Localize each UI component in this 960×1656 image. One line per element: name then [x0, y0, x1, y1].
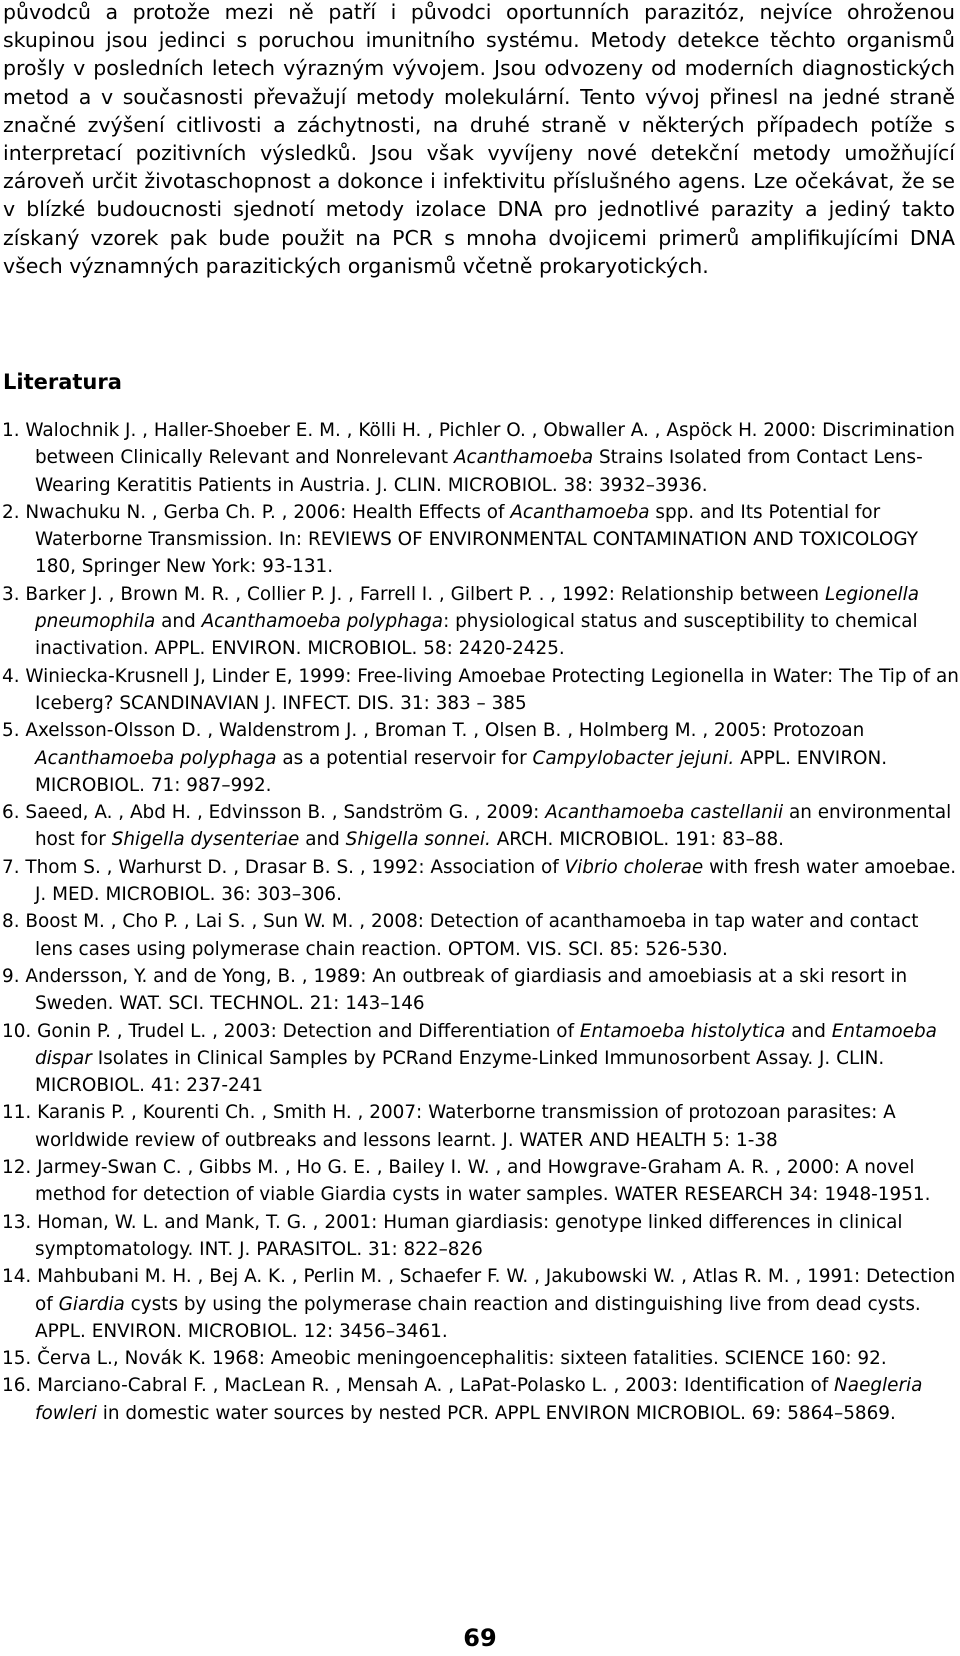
reference-item: 5. Axelsson-Olsson D. , Waldenstrom J. , Broman T. , Olsen B. , Holmberg M. , 2005: Protozoan Acanthamoeba polyphaga as a potential reservoir for Campylobacter jejuni. APPL. ENVIRON. MICROBIOL. 71: 987–992. — [2, 720, 888, 796]
reference-item: 9. Andersson, Y. and de Yong, B. , 1989: An outbreak of giardiasis and amoebiasis at a ski resort in Sweden. WAT. SCI. TECHNOL. 21: 143–146 — [2, 965, 908, 1015]
reference-item: 1. Walochnik J. , Haller-Shoeber E. M. , Kölli H. , Pichler O. , Obwaller A. , Aspöck H. 2000: Discrimination between Clinically Relevant and Nonrelevant Acanthamoeba Strains Isolated from Contact Lens-Wearing Keratitis Patients in Austria. J. CLIN. MICROBIOL. 38: 3932–3936. — [2, 420, 955, 496]
page-number: 69 — [463, 1624, 497, 1652]
reference-item: 6. Saeed, A. , Abd H. , Edvinsson B. , Sandström G. , 2009: Acanthamoeba castellanii an environmental host for Shigella dysenteriae and Shigella sonnei. ARCH. MICROBIOL. 191: 83–88. — [2, 802, 952, 851]
reference-item: 15. Červa L., Novák K. 1968: Ameobic meningoencephalitis: sixteen fatalities. SCIENCE 160: 92. — [2, 1348, 887, 1370]
body-paragraph: původců a protože mezi ně patří i původci oportunních parazitóz, nejvíce ohroženou skupinou jsou jedinci s poruchou imunitního systému. Metody detekce těchto organismů prošly v posledních letech výrazným vývojem. Jsou odvozeny od moderních diagnostických metod a v současnosti převažují metody molekulární. Tento vývoj přinesl na jedné straně značné zvýšení citlivosti a záchytnosti, na druhé straně v některých případech potíže s interpretací pozitivních výsledků. Jsou však vyvíjeny nové detekční metody umožňující zároveň určit životaschopnost a dokonce i infektivitu příslušného agens. Lze očekávat, že se v blízké budoucnosti sjednotí metody izolace DNA pro jednotlivé parazity a jediný takto získaný vzorek pak bude použit na PCR s mnoha dvojicemi primerů amplifikujícími DNA všech významných parazitických organismů včetně prokaryotických. — [3, 0, 955, 278]
reference-item: 13. Homan, W. L. and Mank, T. G. , 2001: Human giardiasis: genotype linked differences in clinical symptomatology. INT. J. PARASITOL. 31: 822–826 — [2, 1211, 903, 1260]
reference-list — [2, 417, 960, 1427]
reference-item: 8. Boost M. , Cho P. , Lai S. , Sun W. M. , 2008: Detection of acanthamoeba in tap water and contact lens cases using polymerase chain reaction. OPTOM. VIS. SCI. 85: 526-530. — [2, 911, 919, 960]
reference-item: 7. Thom S. , Warhurst D. , Drasar B. S. , 1992: Association of Vibrio cholerae with fresh water amoebae. J. MED. MICROBIOL. 36: 303–306. — [2, 856, 957, 906]
reference-item: 10. Gonin P. , Trudel L. , 2003: Detection and Differentiation of Entamoeba histolytica and Entamoeba dispar Isolates in Clinical Samples by PCRand Enzyme-Linked Immunosorbent Assay. J. CLIN. MICROBIOL. 41: 237-241 — [2, 1020, 937, 1097]
reference-item: 16. Marciano-Cabral F. , MacLean R. , Mensah A. , LaPat-Polasko L. , 2003: Identification of Naegleria fowleri in domestic water sources by nested PCR. APPL ENVIRON MICROBIOL. 69: 5864–5869. — [2, 1375, 923, 1424]
reference-item: 3. Barker J. , Brown M. R. , Collier P. J. , Farrell I. , Gilbert P. . , 1992: Relationship between Legionella pneumophila and Acanthamoeba polyphaga: physiological status and susceptibility to chemical inactivation. APPL. ENVIRON. MICROBIOL. 58: 2420-2425. — [2, 583, 919, 660]
reference-item: 14. Mahbubani M. H. , Bej A. K. , Perlin M. , Schaefer F. W. , Jakubowski W. , Atlas R. M. , 1991: Detection of Giardia cysts by using the polymerase chain reaction and distinguishing live from dead cysts. APPL. ENVIRON. MICROBIOL. 12: 3456–3461. — [2, 1266, 956, 1342]
reference-item: 2. Nwachuku N. , Gerba Ch. P. , 2006: Health Effects of Acanthamoeba spp. and Its Potential for Waterborne Transmission. In: REVIEWS OF ENVIRONMENTAL CONTAMINATION AND TOXICOLOGY 180, Springer New York: 93-131. — [2, 501, 918, 578]
reference-item: 12. Jarmey-Swan C. , Gibbs M. , Ho G. E. , Bailey I. W. , and Howgrave-Graham A. R. , 2000: A novel method for detection of viable Giardia cysts in water samples. WATER RESEARCH 34: 1948-1951. — [2, 1157, 931, 1206]
literature-heading: Literatura — [3, 370, 122, 394]
reference-item: 11. Karanis P. , Kourenti Ch. , Smith H. , 2007: Waterborne transmission of protozoan parasites: A worldwide review of outbreaks and lessons learnt. J. WATER AND HEALTH 5: 1-38 — [2, 1102, 896, 1151]
reference-item: 4. Winiecka-Krusnell J, Linder E, 1999: Free-living Amoebae Protecting Legionella in Water: The Tip of an Iceberg? SCANDINAVIAN J. INFECT. DIS. 31: 383 – 385 — [2, 665, 959, 714]
